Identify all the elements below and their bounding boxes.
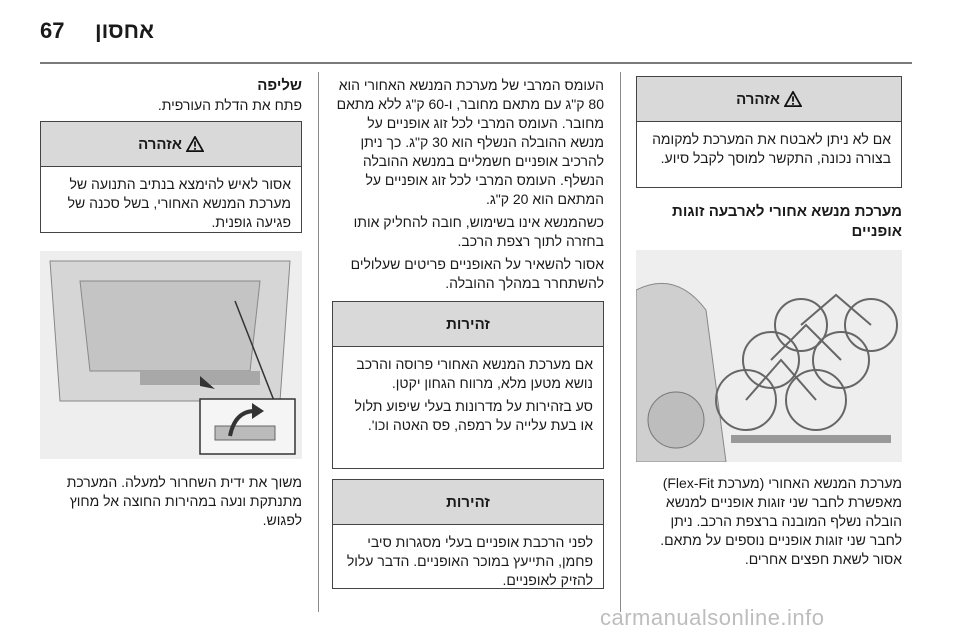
stow-paragraph: כשהמנשא אינו בשימוש, חובה להחליק אותו בחזרה לתוך רצפת הרכב. [353,214,604,249]
top-rule [40,62,912,64]
caution-box-1 [332,301,604,469]
caution-title-1: זהירות [446,315,490,333]
page-number: 67 [40,18,65,43]
loose-items-paragraph: אסור להשאיר על האופניים פריטים שעלולים להשתחרר במהלך ההובלה. [350,256,604,291]
load-paragraph: העומס המרבי של מערכת המנשא האחורי הוא 80 ק"ג עם מתאם מחובר, ו-60 ק"ג ללא מתאם מחובר. העומס המרבי לכל זוג אופניים על מנשא ההובלה הנשלף הוא 30 ק"ג. כך ניתן להרכיב אופניים חשמליים במנשא ההובלה הנשלף. העומס המרבי לכל זוג אופניים על המתאם הוא 20 ק"ג. [336,77,604,207]
caution-1-text-2: סע בזהירות על מדרונות בעלי שיפוע תלול או בעת עלייה על רמפה, פס האטה וכו'. [354,398,593,433]
page-title: אחסון [95,18,155,43]
release-handle-illustration [40,251,302,459]
warning-box-header [637,77,901,122]
caution-1-text-1: אם מערכת המנשא האחורי פרוסה והרכב נושא מטען מלא, מרווח הגחון יקטן. [356,356,593,391]
column-divider-right [620,72,621,612]
warning-title: אזהרה [736,90,780,108]
column-divider-left [318,72,319,612]
pull-out-heading: שליפה [257,77,302,94]
warning-box-left [40,121,302,233]
warning-box [636,76,902,188]
right-column [636,76,902,569]
caution-title-2: זהירות [446,493,490,511]
release-caption: משוך את ידית השחרור למעלה. המערכת מתנתקת ונעה במהירות החוצה אל מחוץ לפגוש. [66,474,302,528]
warning-text: אם לא ניתן לאבטח את המערכת למקומה בצורה נכונה, התקשר למוסך לקבל סיוע. [652,131,891,166]
warning-triangle-icon [186,136,204,152]
middle-column [332,76,604,589]
section-heading: מערכת מנשא אחורי לארבעה זוגות אופניים [672,203,902,240]
pull-out-intro: פתח את הדלת העורפית. [157,97,302,113]
bike-carrier-illustration [636,250,902,462]
watermark: carmanualsonline.info [600,605,825,630]
carrier-caption: מערכת המנשא האחורי (מערכת Flex-Fit) מאפשרת לחבר שני זוגות אופניים למנשא הובלה נשלף המובנה ברצפת הרכב. ניתן לחבר שני זוגות אופניים נוספים על מתאם. אסור לשאת חפצים אחרים. [660,475,902,567]
caution-box-2 [332,479,604,589]
warning-title-left: אזהרה [138,135,182,153]
caution-box-2-header [333,480,603,525]
warning-text-left: אסור לאיש להימצא בנתיב התנועה של מערכת המנשא האחורי, בשל סכנה של פגיעה גופנית. [67,176,291,230]
left-column [40,76,302,530]
warning-triangle-icon [784,91,802,107]
caution-2-text-1: לפני הרכבת אופניים בעלי מסגרות סיבי פחמן, התייעץ במוכר האופניים. הדבר עלול להזיק לאופניים. [346,534,593,588]
caution-box-1-header [333,302,603,347]
warning-box-left-header [41,122,301,167]
